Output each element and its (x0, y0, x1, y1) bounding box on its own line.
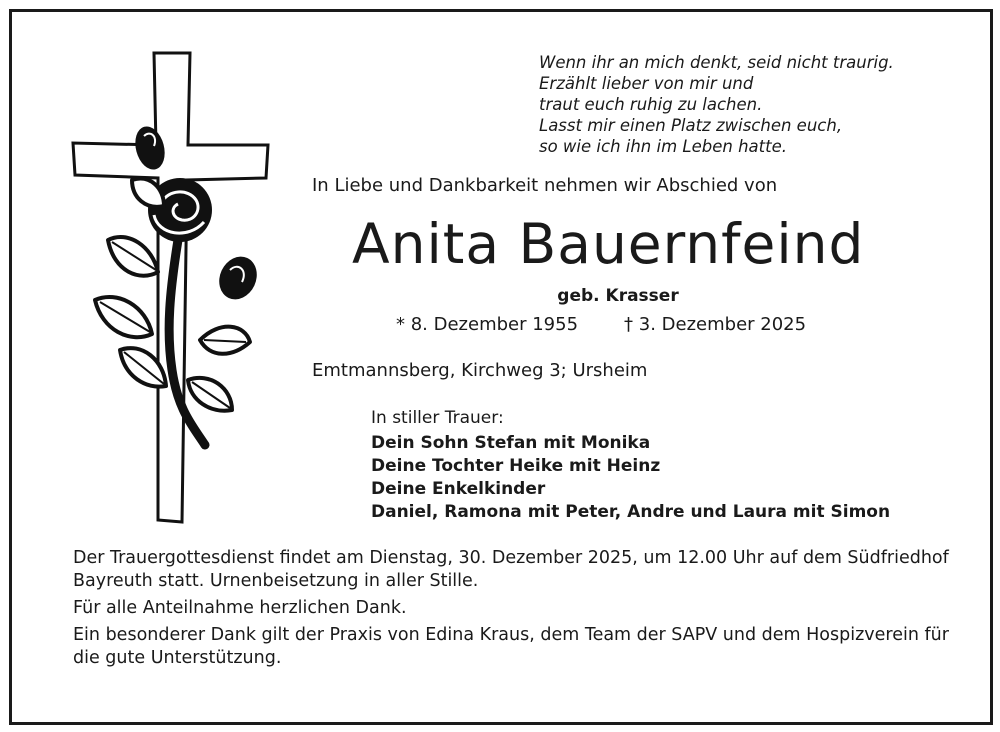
service-note: Der Trauergottesdienst findet am Dienstag, 30. Dezember 2025, um 12.00 Uhr auf dem Südfriedhof Bayreuth statt. Urnenbeisetzung in aller Stille. (73, 548, 949, 591)
mourners-block (371, 407, 890, 524)
mourner-line: Deine Enkelkinder (371, 479, 546, 499)
life-dates (396, 314, 806, 335)
intro-text: In Liebe und Dankbarkeit nehmen wir Abschied von (312, 175, 778, 196)
birth-date: * 8. Dezember 1955 (396, 314, 579, 335)
mourners-lead: In stiller Trauer: (371, 408, 504, 428)
special-thanks-note: Ein besonderer Dank gilt der Praxis von Edina Kraus, dem Team der SAPV und dem Hospizverein für die gute Unterstützung. (73, 625, 949, 668)
mourner-line: Deine Tochter Heike mit Heinz (371, 456, 661, 476)
thanks-note: Für alle Anteilnahme herzlichen Dank. (73, 598, 407, 618)
notes-block (73, 547, 953, 674)
residence: Emtmannsberg, Kirchweg 3; Ursheim (312, 360, 648, 381)
poem-line: Wenn ihr an mich denkt, seid nicht traurig. (539, 53, 894, 72)
deceased-name: Anita Bauernfeind (352, 212, 865, 276)
poem-line: so wie ich ihn im Leben hatte. (539, 137, 787, 156)
maiden-name: geb. Krasser (557, 286, 679, 306)
mourner-line: Daniel, Ramona mit Peter, Andre und Laura mit Simon (371, 502, 891, 522)
death-date: † 3. Dezember 2025 (624, 314, 807, 335)
poem-line: Erzählt lieber von mir und (539, 74, 754, 93)
poem-line: Lasst mir einen Platz zwischen euch, (539, 116, 843, 135)
poem-line: traut euch ruhig zu lachen. (539, 95, 763, 114)
mourner-line: Dein Sohn Stefan mit Monika (371, 433, 651, 453)
poem (539, 52, 979, 157)
